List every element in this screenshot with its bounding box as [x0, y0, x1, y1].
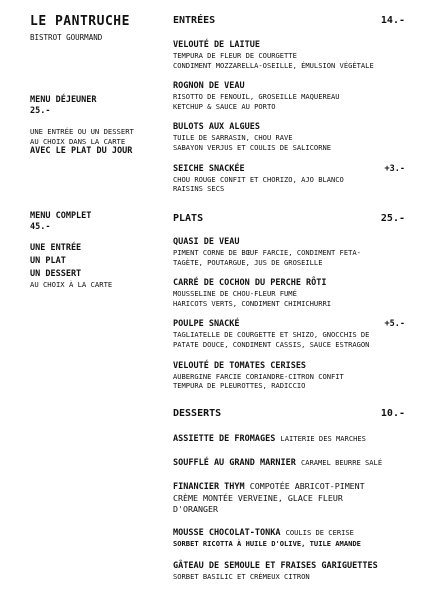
dessert-title: FINANCIER THYM: [173, 482, 245, 492]
entrees-header: [173, 14, 405, 27]
entrees-title: ENTRÉES: [173, 15, 216, 26]
left-column: [30, 14, 160, 289]
plat-desc: AUBERGINE FARCIE CORIANDRE-CITRON CONFIT: [173, 371, 344, 381]
full-menu: [30, 211, 165, 290]
plat-desc: HARICOTS VERTS, CONDIMENT CHIMICHURRI: [173, 298, 332, 308]
plat-desc: TEMPURA DE PLEUROTTES, RADICCIO: [173, 381, 306, 391]
dessert-title: GÂTEAU DE SEMOULE ET FRAISES GARIGUETTES: [173, 560, 378, 571]
dessert-desc: SORBET BASILIC ET CRÉMEUX CITRON: [173, 571, 310, 581]
entree-desc: SABAYON VERJUS ET COULIS DE SALICORNE: [173, 142, 332, 152]
lunch-menu: [30, 95, 165, 157]
entree-item: [173, 40, 405, 70]
lunch-menu-line2: AU CHOIX DANS LA CARTE: [30, 136, 126, 146]
entree-item: [173, 164, 405, 194]
plat-title: VELOUTÉ DE TOMATES CERISES: [173, 360, 307, 371]
dessert-title: ASSIETTE DE FROMAGES: [173, 434, 276, 444]
desserts-price: 10.-: [380, 408, 405, 419]
full-menu-title: MENU COMPLET: [30, 211, 92, 221]
supplement-price: +3.-: [384, 163, 405, 174]
desserts-title: DESSERTS: [173, 408, 222, 419]
dessert-item: [173, 457, 405, 469]
dessert-item: [173, 433, 405, 445]
plat-title: CARRÉ DE COCHON DU PERCHE RÔTI: [173, 278, 327, 289]
desserts-section: [173, 407, 405, 581]
entree-item: [173, 81, 405, 111]
dessert-desc: SORBET RICOTTA À HUILE D'OLIVE, TUILE AMANDE: [173, 539, 361, 548]
plats-price: 25.-: [380, 213, 405, 224]
full-menu-line2: UN PLAT: [30, 256, 66, 266]
entree-title: BULOTS AUX ALGUES: [173, 122, 260, 133]
lunch-menu-title: MENU DÉJEUNER: [30, 95, 97, 105]
dessert-note: D'ORANGER: [173, 504, 218, 514]
full-menu-line4: AU CHOIX À LA CARTE: [30, 280, 113, 289]
plat-item: [173, 361, 405, 391]
desserts-header: [173, 407, 405, 420]
right-column: [173, 14, 405, 581]
dessert-note: COULIS DE CERISE: [285, 528, 354, 537]
entrees-section: [173, 14, 405, 194]
dessert-item: [173, 561, 405, 582]
full-menu-price: 45.-: [30, 222, 51, 232]
entree-title: SEICHE SNACKÉE: [173, 163, 245, 174]
entree-desc: RAISINS SECS: [173, 184, 225, 194]
entrees-price: 14.-: [380, 15, 405, 26]
full-menu-line3: UN DESSERT: [30, 269, 82, 279]
plat-desc: PIMENT CORNE DE BŒUF FARCIE, CONDIMENT FETA-: [173, 248, 361, 257]
entree-desc: KETCHUP & SAUCE AU PORTO: [173, 101, 276, 111]
dessert-title: MOUSSE CHOCOLAT-TONKA: [173, 528, 281, 538]
dessert-note: CARAMEL BEURRE SALÉ: [300, 458, 383, 467]
plats-section: [173, 212, 405, 391]
dessert-note: LAITERIE DES MARCHES: [280, 434, 366, 443]
dessert-title: SOUFFLÉ AU GRAND MARNIER: [173, 458, 296, 468]
plats-header: [173, 212, 405, 225]
restaurant-name: LE PANTRUCHE: [30, 14, 130, 29]
plat-desc: MOUSSELINE DE CHOU-FLEUR FUMÉ: [173, 289, 297, 299]
lunch-menu-line3: AVEC LE PLAT DU JOUR: [30, 146, 133, 156]
entree-desc: TUILE DE SARRASIN, CHOU RAVE: [173, 133, 293, 143]
plat-desc: TAGLIATELLE DE COURGETTE ET SHIZO, GNOCCHIS DE: [173, 330, 370, 340]
entree-desc: CONDIMENT MOZZARELLA-OSEILLE, ÉMULSION VÉGÉTALE: [173, 60, 374, 70]
plat-title: QUASI DE VEAU: [173, 237, 240, 247]
lunch-menu-price: 25.-: [30, 106, 51, 116]
entree-desc: TEMPURA DE FLEUR DE COURGETTE: [173, 51, 297, 60]
entree-title: VELOUTÉ DE LAITUE: [173, 40, 260, 50]
restaurant-subtitle: BISTROT GOURMAND: [30, 33, 103, 42]
entree-item: [173, 122, 405, 152]
plat-item: [173, 278, 405, 308]
plat-item: [173, 319, 405, 349]
dessert-note: CRÈME MONTÉE VERVEINE, GLACE FLEUR: [173, 493, 343, 503]
full-menu-line1: UNE ENTRÉE: [30, 243, 82, 253]
entree-title: ROGNON DE VEAU: [173, 81, 245, 92]
dessert-item: [173, 527, 405, 549]
plat-item: [173, 237, 405, 267]
plat-desc: TAGÈTE, POUTARGUE, JUS DE GROSEILLE: [173, 257, 323, 267]
plat-title: POULPE SNACKÉ: [173, 319, 240, 330]
dessert-item: [173, 481, 405, 515]
dessert-note: COMPOTÉE ABRICOT-PIMENT: [249, 481, 365, 491]
plat-desc: PATATE DOUCE, CONDIMENT CASSIS, SAUCE ESTRAGON: [173, 339, 370, 349]
supplement-price: +5.-: [384, 319, 405, 330]
entree-desc: CHOU ROUGE CONFIT ET CHORIZO, AJO BLANCO: [173, 174, 344, 184]
plats-title: PLATS: [173, 213, 204, 224]
entree-desc: RISOTTO DE FENOUIL, GROSEILLE MAQUEREAU: [173, 92, 340, 102]
lunch-menu-line1: UNE ENTRÉE OU UN DESSERT: [30, 127, 134, 136]
